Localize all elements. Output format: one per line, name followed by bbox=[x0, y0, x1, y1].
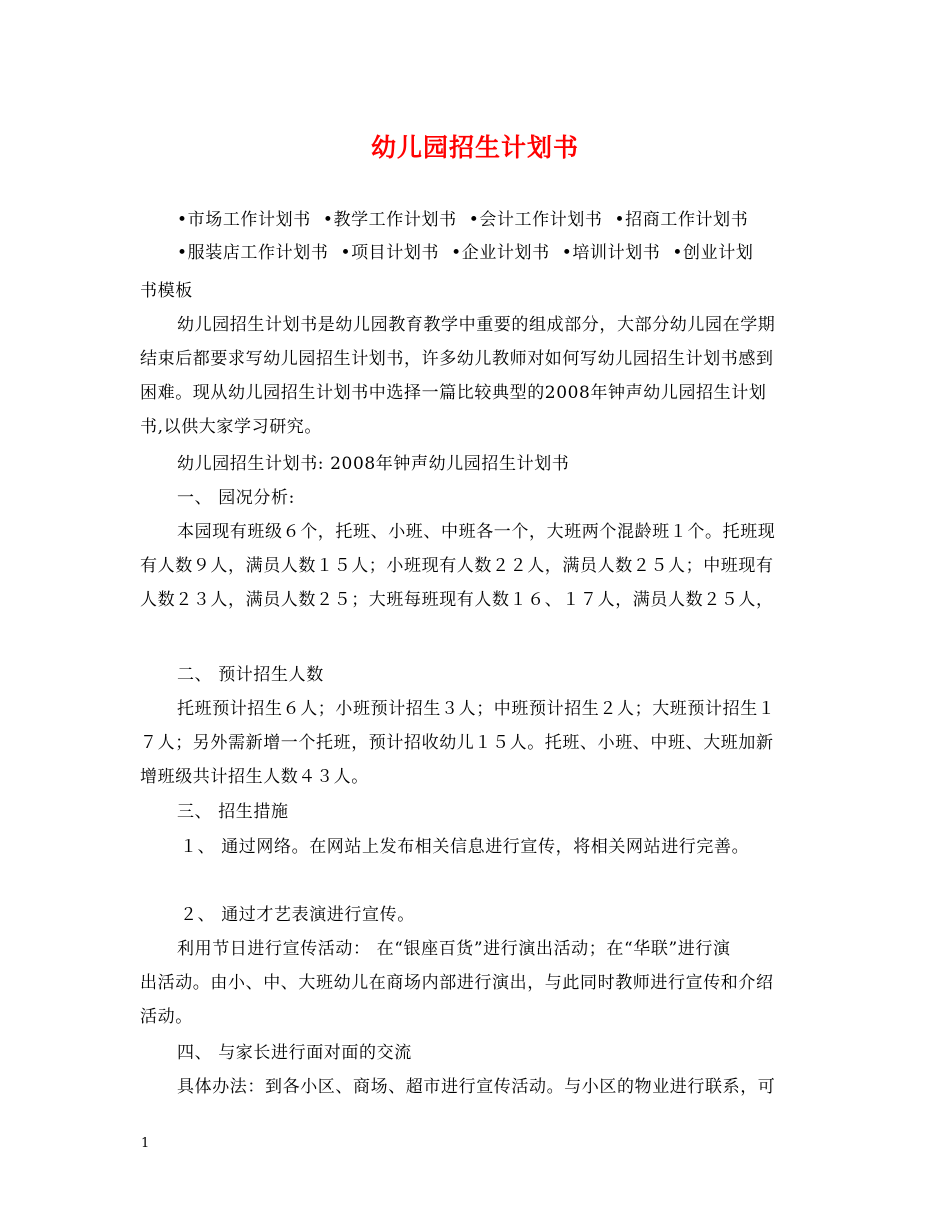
intro-line-1: 幼儿园招生计划书是幼儿园教育教学中重要的组成部分，大部分幼儿园在学期 bbox=[177, 315, 776, 335]
section-3-item-1: １、 通过网络。在网站上发布相关信息进行宣传，将相关网站进行完善。 bbox=[180, 837, 750, 857]
link-clothing-store-plan[interactable]: •服装店工作计划书 bbox=[177, 243, 329, 263]
link-enterprise-plan[interactable]: •企业计划书 bbox=[451, 243, 550, 263]
section-4-heading: 四、 与家长进行面对面的交流 bbox=[177, 1043, 412, 1063]
section-3-line-1: 利用节日进行宣传活动： 在“银座百货”进行演出活动；在“华联”进行演 bbox=[177, 939, 731, 959]
section-2-line-1: 托班预计招生６人；小班预计招生３人；中班预计招生２人；大班预计招生１ bbox=[177, 699, 776, 719]
related-links-row-3 bbox=[140, 280, 820, 302]
plan-subtitle: 幼儿园招生计划书: 2008年钟声幼儿园招生计划书 bbox=[177, 454, 570, 474]
page-number: 1 bbox=[141, 1136, 150, 1151]
related-links-row-1 bbox=[177, 209, 820, 231]
section-2-heading: 二、 预计招生人数 bbox=[177, 665, 324, 685]
section-4-line-1: 具体办法：到各小区、商场、超市进行宣传活动。与小区的物业进行联系，可 bbox=[177, 1077, 776, 1097]
section-1-line-1: 本园现有班级６个，托班、小班、中班各一个，大班两个混龄班１个。托班现 bbox=[177, 522, 776, 542]
link-startup-plan[interactable]: •创业计划 bbox=[672, 243, 754, 263]
link-teaching-plan[interactable]: •教学工作计划书 bbox=[322, 210, 457, 230]
related-links-row-2 bbox=[177, 242, 820, 264]
intro-line-4: 书,以供大家学习研究。 bbox=[140, 417, 323, 437]
link-startup-plan-template[interactable]: 书模板 bbox=[140, 281, 193, 301]
link-accounting-plan[interactable]: •会计工作计划书 bbox=[468, 210, 603, 230]
intro-line-2: 结束后都要求写幼儿园招生计划书，许多幼儿教师对如何写幼儿园招生计划书感到 bbox=[140, 349, 774, 369]
section-3-line-3: 活动。 bbox=[140, 1007, 193, 1027]
section-3-heading: 三、 招生措施 bbox=[177, 802, 289, 822]
link-training-plan[interactable]: •培训计划书 bbox=[561, 243, 661, 263]
section-3-item-2: ２、 通过才艺表演进行宣传。 bbox=[180, 905, 415, 925]
link-investment-plan[interactable]: •招商工作计划书 bbox=[614, 210, 749, 230]
section-2-line-3: 增班级共计招生人数４３人。 bbox=[140, 767, 369, 787]
section-2-line-2: ７人；另外需新增一个托班，预计招收幼儿１５人。托班、小班、中班、大班加新 bbox=[140, 733, 774, 753]
document-title: 幼儿园招生计划书 bbox=[370, 133, 579, 162]
intro-line-3: 困难。现从幼儿园招生计划书中选择一篇比较典型的2008年钟声幼儿园招生计划 bbox=[140, 383, 767, 403]
section-3-line-2: 出活动。由小、中、大班幼儿在商场内部进行演出，与此同时教师进行宣传和介绍 bbox=[140, 973, 774, 993]
link-project-plan[interactable]: •项目计划书 bbox=[340, 243, 440, 263]
section-1-line-2: 有人数９人，满员人数１５人；小班现有人数２２人，满员人数２５人；中班现有 bbox=[140, 556, 774, 576]
section-1-heading: 一、 园况分析: bbox=[177, 488, 295, 508]
section-1-line-3: 人数２３人，满员人数２５；大班每班现有人数１６、１７人，满员人数２５人， bbox=[140, 590, 774, 610]
link-market-plan[interactable]: •市场工作计划书 bbox=[177, 210, 311, 230]
